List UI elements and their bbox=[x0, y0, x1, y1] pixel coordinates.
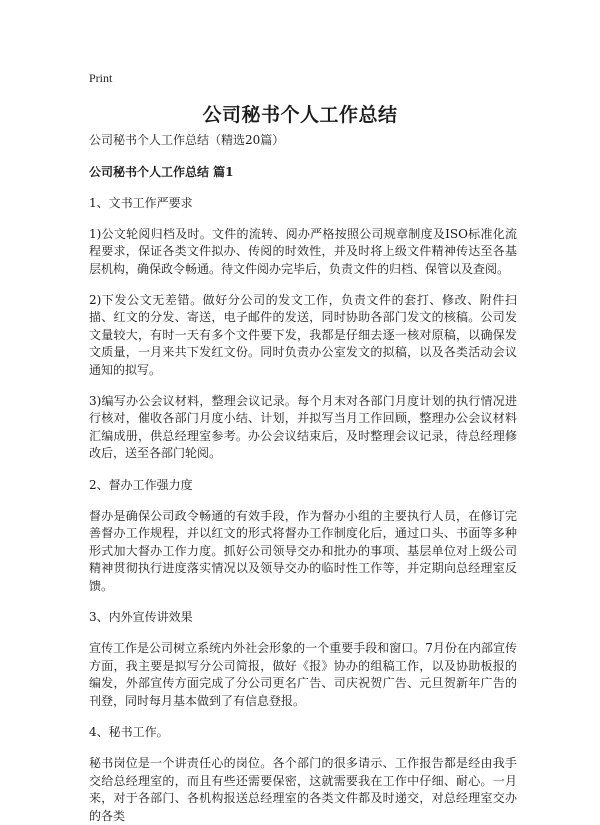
heading-2: 2、督办工作强力度 bbox=[89, 477, 193, 492]
paragraph-6: 秘书岗位是一个讲责任心的岗位。各个部门的很多请示、工作报告都是经由我手交给总经理室的，而且有些还需要保密，这就需要我在工作中仔细、耐心。一月来，对于各部门、各机构报送总经理室的各类文件都及时递交，对总经理室交办的各类 bbox=[89, 756, 517, 823]
section-title: 公司秘书个人工作总结 篇1 bbox=[89, 164, 234, 179]
paragraph-5: 宣传工作是公司树立系统内外社会形象的一个重要手段和窗口。7月份在内部宣传方面，我主要是拟写分公司简报，做好《报》协办的组稿工作，以及协助板报的编发，外部宣传方面完成了分公司更名广告、司庆祝贺广告、元旦贺新年广告的刊登，同时每月基本做到了有信息登报。 bbox=[89, 641, 517, 708]
heading-3: 3、内外宣传讲效果 bbox=[89, 610, 193, 625]
print-link[interactable]: Print bbox=[89, 71, 113, 85]
document-subtitle: 公司秘书个人工作总结（精选20篇） bbox=[89, 133, 285, 147]
paragraph-1: 1)公文轮阅归档及时。文件的流转、阅办严格按照公司规章制度及ISO标准化流程要求，保证各类文件拟办、传阅的时效性，并及时将上级文件精神传达至各基层机构，确保政令畅通。待文件阅办完毕后，负责文件的归档、保管以及查阅。 bbox=[89, 226, 517, 276]
document-body bbox=[89, 126, 517, 825]
paragraph-3: 3)编写办公会议材料，整理会议记录。每个月末对各部门月度计划的执行情况进行核对，催收各部门月度小结、计划，并拟写当月工作回顾，整理办公会议材料汇编成册，供总经理室参考。办公会议结束后，及时整理会议记录，待总经理修改后，送至各部门轮阅。 bbox=[89, 393, 517, 461]
paragraph-4: 督办是确保公司政令畅通的有效手段，作为督办小组的主要执行人员，在修订完善督办工作规程，并以红文的形式将督办工作制度化后，通过口头、书面等多种形式加大督办工作力度。抓好公司领导交办和批办的事项、基层单位对上级公司精神贯彻执行进度落实情况以及领导交办的临时性工作等，并定期向总经理室反馈。 bbox=[89, 508, 517, 593]
heading-4: 4、秘书工作。 bbox=[89, 725, 169, 740]
heading-1: 1、文书工作严要求 bbox=[89, 196, 193, 211]
paragraph-2: 2)下发公文无差错。做好分公司的发文工作，负责文件的套打、修改、附件扫描、红文的分发、寄送，电子邮件的发送，同时协助各部门发文的核稿。公司发文量较大，有时一天有多个文件要下发，我都是仔细去逐一核对原稿，以确保发文质量，一月来共下发红文份。同时负责办公室发文的拟稿，以及各类活动会议通知的拟写。 bbox=[89, 292, 517, 377]
document-title: 公司秘书个人工作总结 bbox=[202, 104, 398, 126]
